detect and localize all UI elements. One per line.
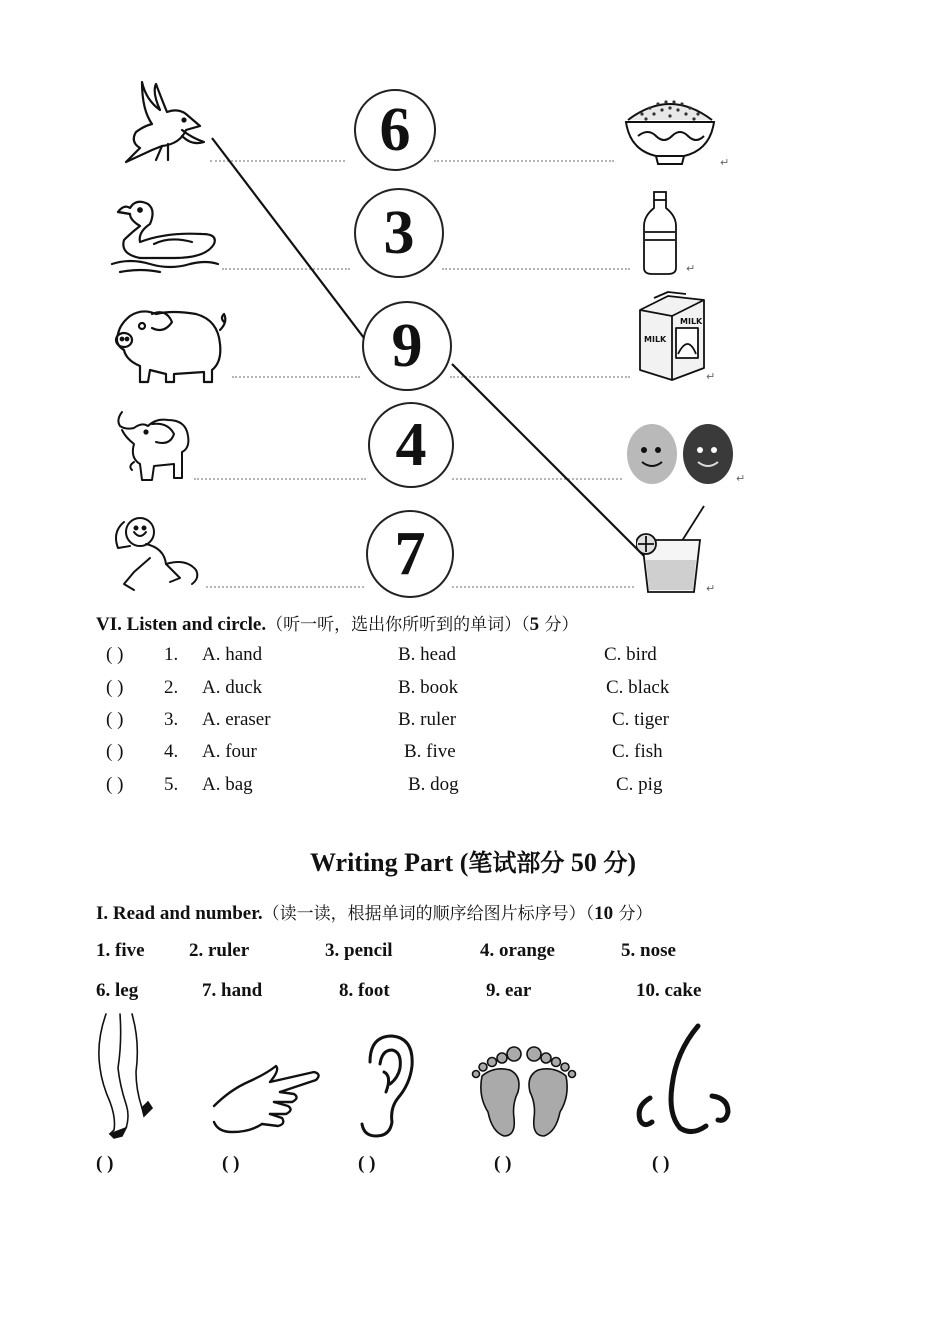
answer-blank[interactable]: ( ) [106, 709, 124, 730]
section-i-heading: I. Read and number.（读一读，根据单词的顺序给图片标序号）（10 分） [96, 903, 653, 924]
elephant-icon [112, 404, 194, 486]
option-c[interactable]: C. black [606, 677, 670, 698]
number-circle-9: 9 [362, 301, 452, 391]
picture-answer-blank[interactable]: ( ) [222, 1153, 240, 1174]
number-circle-4: 4 [368, 402, 454, 488]
word-item: 5. nose [621, 940, 676, 961]
option-a[interactable]: A. duck [202, 677, 263, 698]
word-item: 2. ruler [189, 940, 250, 961]
rice-bowl-icon [622, 84, 718, 168]
word-item: 8. foot [339, 980, 390, 1001]
number-circle-6: 6 [354, 89, 436, 171]
word-item: 3. pencil [325, 940, 393, 961]
word-item: 7. hand [202, 980, 263, 1001]
number-circle-3: 3 [354, 188, 444, 278]
answer-blank[interactable]: ( ) [106, 644, 124, 665]
eggs-icon [624, 416, 736, 486]
feet-icon [464, 1040, 584, 1140]
option-b[interactable]: B. five [404, 741, 456, 762]
duck-icon [110, 192, 222, 276]
answer-blank[interactable]: ( ) [106, 741, 124, 762]
section-vi-heading: VI. Listen and circle.（听一听，选出你所听到的单词）（5 分） [96, 614, 579, 635]
monkey-icon [110, 512, 206, 594]
bird-icon [112, 80, 207, 170]
option-c[interactable]: C. pig [616, 774, 663, 795]
option-c[interactable]: C. tiger [612, 709, 669, 730]
option-a[interactable]: A. bag [202, 774, 253, 795]
word-item: 4. orange [480, 940, 555, 961]
number-circle-7: 7 [366, 510, 454, 598]
water-bottle-icon [640, 190, 680, 276]
picture-answer-blank[interactable]: ( ) [494, 1153, 512, 1174]
juice-glass-icon [636, 504, 708, 596]
option-b[interactable]: B. ruler [398, 709, 457, 730]
option-b[interactable]: B. book [398, 677, 459, 698]
hand-icon [210, 1060, 324, 1140]
svg-text:MILK: MILK [680, 317, 703, 326]
writing-part-title: Writing Part (笔试部分 50 分) [310, 848, 637, 877]
ear-icon [356, 1032, 418, 1142]
pig-icon [112, 304, 230, 386]
answer-blank[interactable]: ( ) [106, 774, 124, 795]
picture-answer-blank[interactable]: ( ) [652, 1153, 670, 1174]
answer-line-9-juice [452, 364, 644, 556]
option-b[interactable]: B. dog [408, 774, 459, 795]
picture-answer-blank[interactable]: ( ) [358, 1153, 376, 1174]
milk-carton-icon [636, 290, 708, 382]
word-item: 6. leg [96, 980, 139, 1001]
option-a[interactable]: A. four [202, 741, 257, 762]
svg-text:MILK: MILK [644, 335, 667, 344]
option-a[interactable]: A. eraser [202, 709, 271, 730]
nose-icon [632, 1022, 734, 1140]
leg-icon [92, 1012, 156, 1140]
option-c[interactable]: C. fish [612, 741, 663, 762]
answer-line-bird-9 [212, 138, 364, 338]
word-item: 10. cake [636, 980, 702, 1001]
option-a[interactable]: A. hand [202, 644, 263, 665]
option-c[interactable]: C. bird [604, 644, 657, 665]
word-item: 1. five [96, 940, 145, 961]
word-item: 9. ear [486, 980, 532, 1001]
picture-answer-blank[interactable]: ( ) [96, 1153, 114, 1174]
option-b[interactable]: B. head [398, 644, 457, 665]
answer-blank[interactable]: ( ) [106, 677, 124, 698]
